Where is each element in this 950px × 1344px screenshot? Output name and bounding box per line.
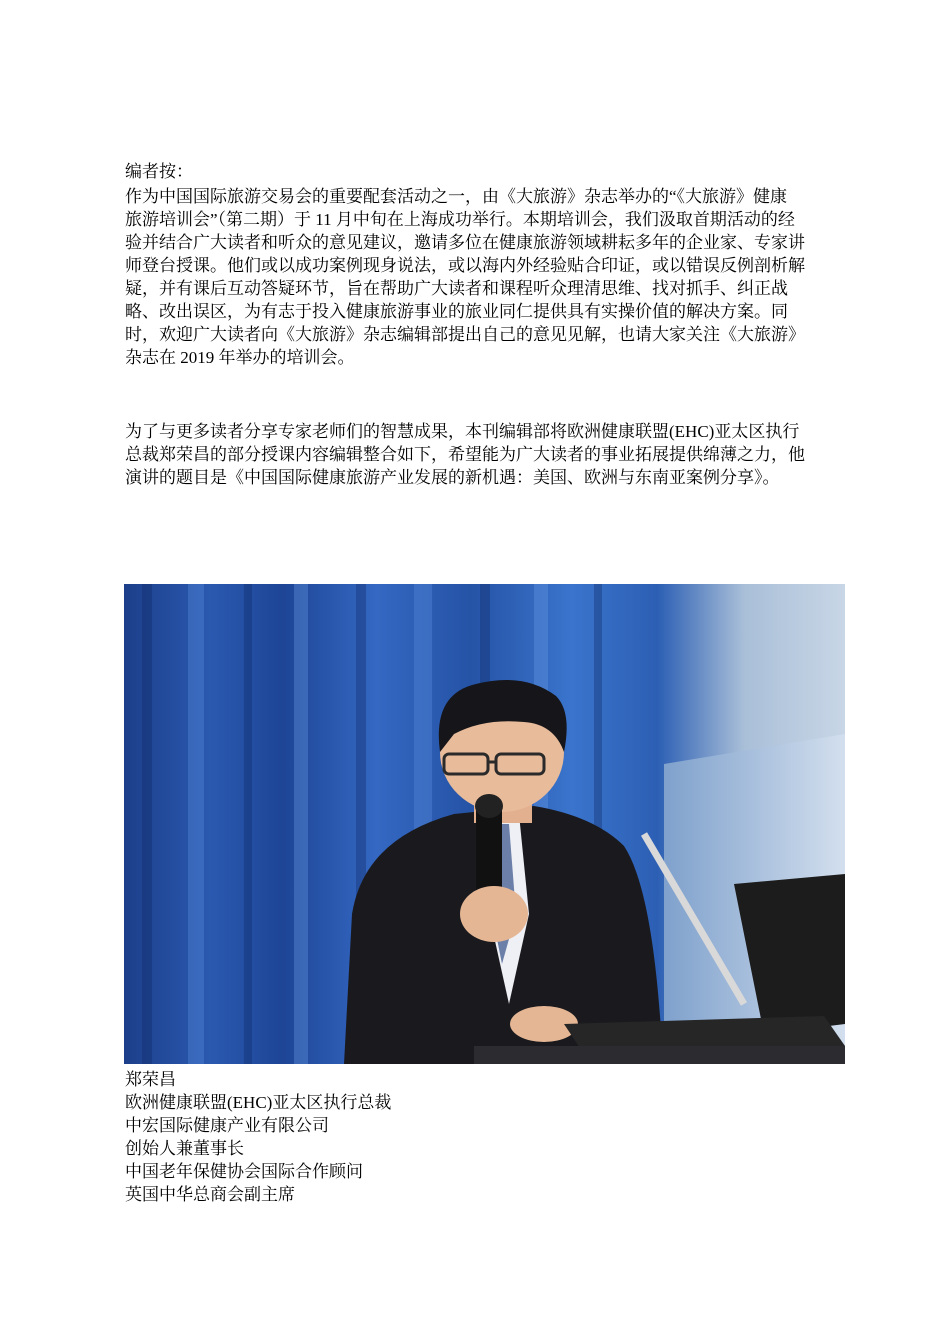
editor-note-line: 作为中国国际旅游交易会的重要配套活动之一，由《大旅游》杂志举办的“《大旅游》健康 [125,187,788,206]
caption-title: 创始人兼董事长 [125,1139,244,1158]
caption-title: 中国老年保健协会国际合作顾问 [125,1162,363,1181]
caption-title: 英国中华总商会副主席 [125,1185,295,1204]
editor-note-heading: 编者按： [125,162,193,181]
caption-title: 欧洲健康联盟(EHC)亚太区执行总裁 [125,1093,392,1112]
caption-name: 郑荣昌 [125,1070,176,1089]
caption-title: 中宏国际健康产业有限公司 [125,1116,329,1135]
editor-note-line: 旅游培训会”（第二期）于 11 月中旬在上海成功举行。本期培训会，我们汲取首期活动的经 [125,210,795,229]
editor-note-line: 略、改出误区，为有志于投入健康旅游事业的旅业同仁提供具有实操价值的解决方案。同 [125,302,788,321]
editor-note-line: 验并结合广大读者和听众的意见建议，邀请多位在健康旅游领域耕耘多年的企业家、专家讲 [125,233,805,252]
summary-line: 为了与更多读者分享专家老师们的智慧成果，本刊编辑部将欧洲健康联盟(EHC)亚太区执行 [125,422,800,441]
editor-note-line: 时，欢迎广大读者向《大旅游》杂志编辑部提出自己的意见见解，也请大家关注《大旅游》 [125,325,805,344]
editor-note-line: 疑，并有课后互动答疑环节，旨在帮助广大读者和课程听众理清思维、找对抓手、纠正战 [125,279,788,298]
editor-note-line: 师登台授课。他们或以成功案例现身说法，或以海内外经验贴合印证，或以错误反例剖析解 [125,256,805,275]
speaker-photo [124,584,845,1064]
summary-line: 总裁郑荣昌的部分授课内容编辑整合如下，希望能为广大读者的事业拓展提供绵薄之力，他 [125,445,805,464]
summary-line: 演讲的题目是《中国国际健康旅游产业发展的新机遇：美国、欧洲与东南亚案例分享》。 [125,468,780,487]
editor-note-line: 杂志在 2019 年举办的培训会。 [125,348,355,367]
